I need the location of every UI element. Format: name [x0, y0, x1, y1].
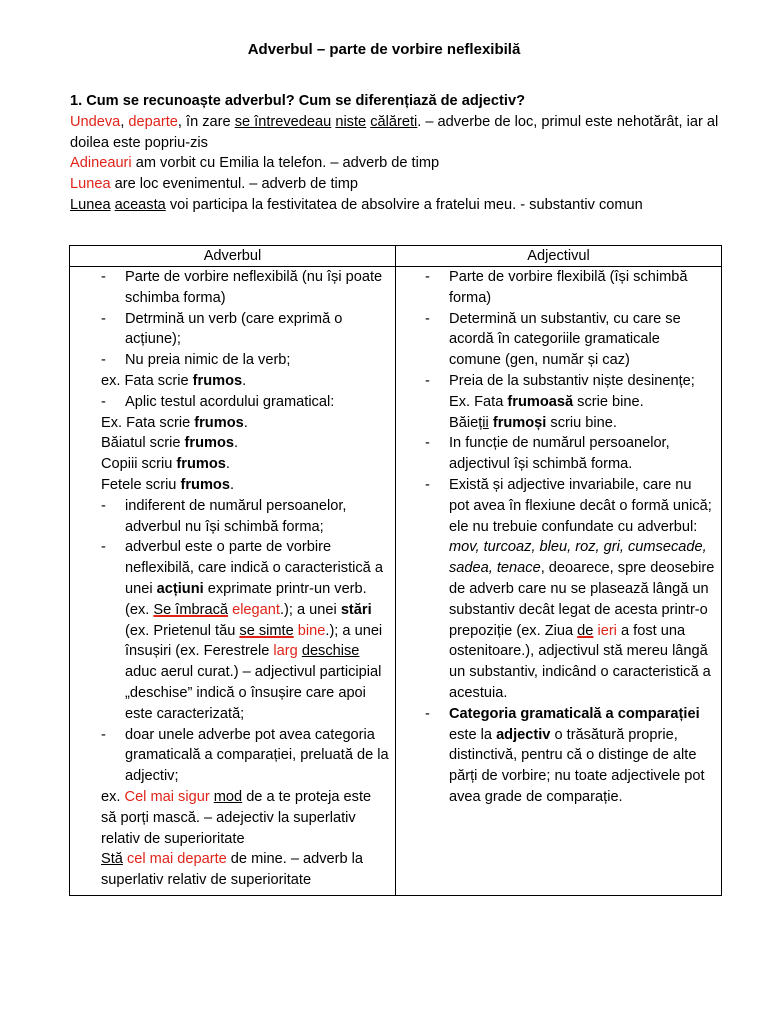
adjective-bullet-6: - Categoria gramaticală a comparației este la adjectiv o trăsătură proprie, distinctivă, pentru că o distinge de alte părți de vorbire; nu toate adjectivele pot avea grade de comparație.	[425, 704, 715, 808]
adverb-bullet-2: - Detrmină un verb (care exprimă o acțiune);	[101, 309, 389, 351]
adverb-example-3: Băiatul scrie frumos.	[101, 435, 239, 452]
adjective-column	[396, 267, 722, 896]
adverb-bullet-5: - indiferent de numărul persoanelor, adverbul nu își schimbă forma;	[101, 496, 389, 538]
adverb-bullet-3: - Nu preia nimic de la verb;	[101, 350, 389, 371]
intro-line-4: Lunea aceasta voi participa la festivitatea de absolvire a fratelui meu. - substantiv comun	[70, 196, 643, 213]
adverb-example-5: Fetele scriu frumos.	[101, 476, 235, 493]
intro-line-1: Undeva, departe, în zare se întrevedeau niste călăreti. – adverbe de loc, primul este nehotărât, iar al doilea este popriu-zis	[70, 113, 719, 151]
intro-line-2: Adineauri am vorbit cu Emilia la telefon. – adverb de timp	[70, 155, 440, 172]
header-adverbul: Adverbul	[70, 246, 396, 267]
adverb-example-1: ex. Fata scrie frumos.	[101, 372, 247, 389]
adverb-example-4: Copiii scriu frumos.	[101, 456, 230, 473]
adverb-bullet-4: - Aplic testul acordului gramatical:	[101, 392, 389, 413]
adjective-bullet-4: - In funcție de numărul persoanelor, adjectivul își schimbă forma.	[425, 433, 715, 475]
adjective-bullet-1: - Parte de vorbire flexibilă (își schimbă forma)	[425, 267, 715, 309]
page-title: Adverbul – parte de vorbire neflexibilă	[247, 41, 521, 58]
intro-section	[70, 91, 720, 216]
intro-line-3: Lunea are loc evenimentul. – adverb de timp	[70, 176, 359, 193]
adjective-bullet-3: - Preia de la substantiv niște desinențe;	[425, 371, 715, 392]
adverb-bullet-6: - adverbul este o parte de vorbire neflexibilă, care indică o caracteristică a unei acțiuni exprimate printr-un verb. (ex. Se îmbracă elegant.); a unei stări (ex. Prietenul tău se simte bine.); a unei însușiri (ex. Ferestrele larg deschise aduc aerul curat.) – adjectivul participial „deschise” indică o însușire care apoi este caracterizată;	[101, 537, 389, 724]
comparison-table	[69, 245, 722, 896]
adverb-example-2: Ex. Fata scrie frumos.	[101, 414, 248, 431]
adverb-column	[70, 267, 396, 896]
adjective-example-2: Băieții frumoși scriu bine.	[449, 414, 617, 431]
adjective-bullet-5: - Există și adjective invariabile, care nu pot avea în flexiune decât o formă unică; ele nu trebuie confundate cu adverbul: mov, turcoaz, bleu, roz, gri, cumsecade, sadea, tenace, deoarece, spre deosebire de adverb care nu se plasează lângă un substantiv decât legat de acesta printr-o prepoziție (ex. Ziua de ieri a fost una ostenitoare.), adjectivul stă mereu lângă un substantiv, indicând o caracteristică a acestuia.	[425, 475, 715, 704]
adjective-example-1: Ex. Fata frumoasă scrie bine.	[449, 393, 644, 410]
header-adjectivul: Adjectivul	[396, 246, 722, 267]
adverb-bullet-7: - doar unele adverbe pot avea categoria gramaticală a comparației, preluată de la adjectiv;	[101, 725, 389, 787]
adjective-bullet-2: - Determină un substantiv, cu care se acordă în categoriile gramaticale comune (gen, număr și caz)	[425, 309, 715, 371]
question-heading: 1. Cum se recunoaște adverbul? Cum se diferențiază de adjectiv?	[70, 93, 525, 109]
adverb-example-7: Stă cel mai departe de mine. – adverb la superlativ relativ de superioritate	[101, 851, 364, 889]
adverb-bullet-1: - Parte de vorbire neflexibilă (nu își poate schimba forma)	[101, 267, 389, 309]
adverb-example-6: ex. Cel mai sigur mod de a te proteja este să porți mască. – adejectiv la superlativ relativ de superioritate	[101, 788, 372, 847]
